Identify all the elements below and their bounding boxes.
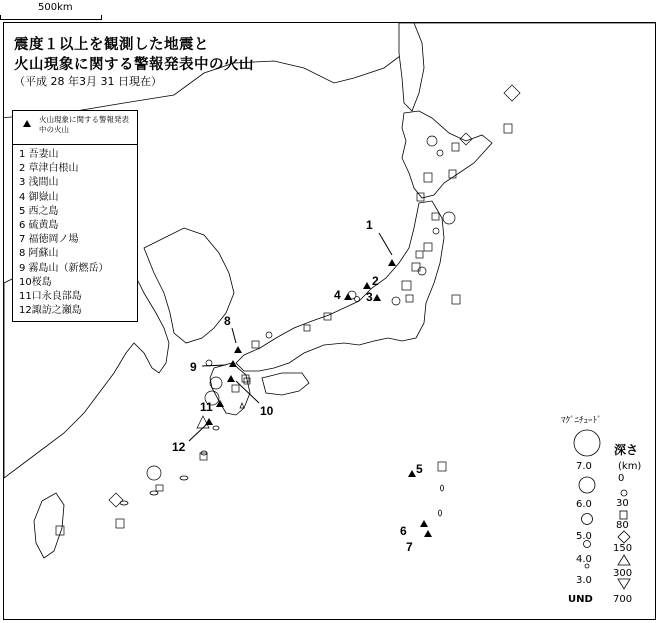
depth-level: 80 <box>616 520 629 531</box>
volcano-list-item: 3 浅間山 <box>19 177 59 189</box>
volcano-list-item: 10桜島 <box>19 276 52 288</box>
volcano-marker <box>344 293 352 300</box>
quake-symbol <box>504 85 520 101</box>
volcano-list-item: 9 霧島山（新燃岳） <box>19 262 109 274</box>
depth-legend-unit: (km) <box>618 461 642 472</box>
volcano-list-item: 6 硫黄島 <box>19 220 59 232</box>
island <box>150 491 158 495</box>
scale-bar-line <box>0 15 102 20</box>
map-label: 10 <box>260 404 274 418</box>
magnitude-level: 7.0 <box>576 461 592 472</box>
depth-level: 0 <box>618 473 625 484</box>
leader-line <box>232 328 236 343</box>
magnitude-level: 5.0 <box>576 531 592 542</box>
volcano-marker <box>388 259 396 266</box>
title-line-2: 火山現象に関する警報発表中の火山 <box>14 57 254 73</box>
volcano-legend-header <box>13 111 137 145</box>
depth-diamond <box>618 531 630 543</box>
volcano-marker <box>234 346 242 353</box>
map-label: 5 <box>416 462 423 476</box>
quake-symbol <box>147 466 161 480</box>
volcano-marker <box>424 530 432 537</box>
quake-symbol <box>156 485 163 491</box>
volcano-list-item: 5 西之島 <box>19 205 59 217</box>
title-date: （平成 28 年3月 31 日現在） <box>14 75 162 88</box>
depth-square <box>620 511 627 519</box>
honshu <box>236 201 444 371</box>
mag-circle <box>574 430 600 456</box>
magnitude-level: 4.0 <box>576 554 592 565</box>
island <box>180 476 188 480</box>
volcano-list-item: 2 草津白根山 <box>19 163 79 175</box>
shikoku <box>262 373 309 395</box>
map-label: 4 <box>334 288 341 302</box>
depth-level: 30 <box>616 498 629 509</box>
magnitude-level: 3.0 <box>576 575 592 586</box>
volcano-legend <box>12 110 138 322</box>
island <box>441 485 444 491</box>
volcano-list-item: 4 御嶽山 <box>19 191 59 203</box>
quake-symbol <box>266 332 272 338</box>
map-label: 2 <box>372 274 379 288</box>
depth-inverted-triangle <box>618 579 630 589</box>
map-label: 1 <box>366 218 373 232</box>
quake-symbol <box>438 462 446 471</box>
volcano-list-item: 1 吾妻山 <box>19 149 59 160</box>
title-line-1: 震度１以上を観測した地震と <box>14 37 209 53</box>
magnitude-level: 6.0 <box>576 499 592 510</box>
depth-level: UND <box>568 594 593 605</box>
volcano-marker <box>420 520 428 527</box>
volcano-marker <box>363 282 371 289</box>
island <box>213 426 219 430</box>
volcano-list <box>13 145 137 318</box>
map-label: 11 <box>200 400 213 414</box>
quake-symbol <box>355 297 360 302</box>
depth-level: 700 <box>613 594 633 605</box>
quake-symbol <box>504 124 512 133</box>
map-title <box>14 35 254 89</box>
volcano-marker <box>205 418 213 425</box>
depth-triangle <box>618 555 630 565</box>
depth-level: 300 <box>613 568 633 579</box>
map-label: 6 <box>400 524 407 538</box>
sakhalin <box>399 23 424 111</box>
depth-legend-title: 深さ <box>614 443 639 457</box>
volcano-list-item: 11口永良部島 <box>19 291 82 303</box>
map-label: 7 <box>406 540 413 554</box>
map-label: 3 <box>366 290 373 304</box>
quake-symbol <box>206 360 212 366</box>
map-label: 8 <box>224 314 231 328</box>
depth-level: 150 <box>613 543 633 554</box>
map-label: 12 <box>172 440 186 454</box>
volcano-marker <box>408 470 416 477</box>
quake-symbol <box>252 341 259 348</box>
volcano-triangle-icon <box>23 120 31 127</box>
volcano-list-item: 7 福徳岡ノ場 <box>19 234 79 246</box>
island <box>439 510 442 516</box>
depth-circle <box>621 490 627 496</box>
quake-symbol <box>443 212 455 224</box>
scale-label: 500km <box>38 2 73 13</box>
hokkaido <box>402 111 492 198</box>
taiwan <box>34 493 64 558</box>
map-frame <box>3 22 656 620</box>
volcano-list-item: 8 阿蘇山 <box>19 248 59 260</box>
magnitude-legend-title: ﾏｸﾞﾆﾁｭｰﾄﾞ <box>561 416 602 426</box>
quake-symbol <box>116 519 124 528</box>
mag-circle <box>579 477 595 493</box>
mag-circle <box>582 514 593 525</box>
leader-line <box>379 233 392 255</box>
volcano-legend-label: 火山現象に関する警報発表中の火山 <box>39 115 129 134</box>
volcano-list-item: 12諏訪之瀬島 <box>19 305 82 317</box>
map-label: 9 <box>190 360 197 374</box>
quake-symbol <box>452 295 460 304</box>
scale-bar <box>0 0 120 22</box>
